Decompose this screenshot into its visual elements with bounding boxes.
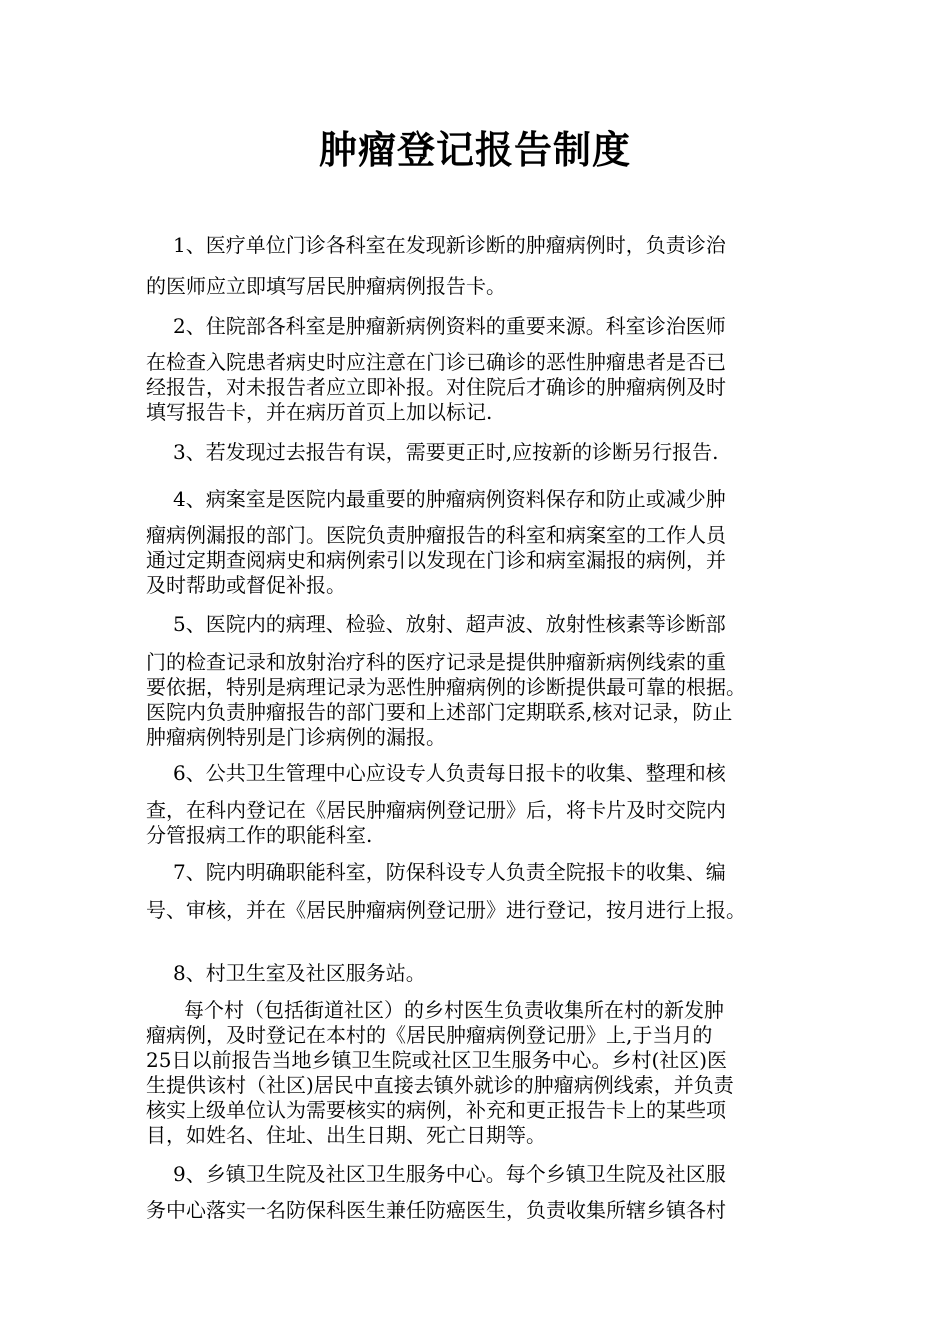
para-7-line-1: 7、院内明确职能科室，防保科设专人负责全院报卡的收集、编 (173, 860, 726, 884)
para-4-line-2: 瘤病例漏报的部门。医院负责肿瘤报告的科室和病案室的工作人员 (146, 523, 726, 547)
para-2-line-4: 填写报告卡，并在病历首页上加以标记. (146, 400, 493, 424)
para-8-line-6: 目，如姓名、住址、出生日期、死亡日期等。 (146, 1123, 546, 1147)
para-8-line-5: 核实上级单位认为需要核实的病例，补充和更正报告卡上的某些项 (146, 1098, 726, 1122)
para-9-line-2: 务中心落实一名防保科医生兼任防癌医生，负责收集所辖乡镇各村 (146, 1198, 726, 1222)
para-8-line-1: 每个村（包括街道社区）的乡村医生负责收集所在村的新发肿 (184, 998, 724, 1022)
para-2-line-3: 经报告，对未报告者应立即补报。对住院后才确诊的肿瘤病例及时 (146, 375, 726, 399)
para-7-line-2: 号、审核，并在《居民肿瘤病例登记册》进行登记，按月进行上报。 (146, 898, 746, 922)
para-4-line-3: 通过定期查阅病史和病例索引以发现在门诊和病室漏报的病例，并 (146, 548, 726, 572)
para-2-line-1: 2、住院部各科室是肿瘤新病例资料的重要来源。科室诊治医师 (173, 314, 726, 338)
para-1-line-1: 1、医疗单位门诊各科室在发现新诊断的肿瘤病例时，负责诊治 (173, 233, 726, 257)
para-6-line-3: 分管报病工作的职能科室. (146, 823, 373, 847)
para-5-line-5: 肿瘤病例特别是门诊病例的漏报。 (146, 725, 446, 749)
para-3-line-1: 3、若发现过去报告有误，需要更正时,应按新的诊断另行报告. (173, 440, 719, 464)
para-2-line-2: 在检查入院患者病史时应注意在门诊已确诊的恶性肿瘤患者是否已 (146, 350, 726, 374)
para-9-line-1: 9、乡镇卫生院及社区卫生服务中心。每个乡镇卫生院及社区服 (173, 1162, 726, 1186)
para-4-line-1: 4、病案室是医院内最重要的肿瘤病例资料保存和防止或减少肿 (173, 487, 726, 511)
para-6-line-1: 6、公共卫生管理中心应设专人负责每日报卡的收集、整理和核 (173, 761, 726, 785)
para-6-line-2: 查，在科内登记在《居民肿瘤病例登记册》后，将卡片及时交院内 (146, 798, 726, 822)
para-8-heading: 8、村卫生室及社区服务站。 (173, 961, 426, 985)
para-5-line-4: 医院内负责肿瘤报告的部门要和上述部门定期联系,核对记录，防止 (146, 700, 733, 724)
para-5-line-1: 5、医院内的病理、检验、放射、超声波、放射性核素等诊断部 (173, 612, 726, 636)
para-1-line-2: 的医师应立即填写居民肿瘤病例报告卡。 (146, 274, 506, 298)
document-title: 肿瘤登记报告制度 (318, 127, 631, 172)
para-5-line-3: 要依据，特别是病理记录为恶性肿瘤病例的诊断提供最可靠的根据。 (146, 675, 746, 699)
para-8-line-4: 生提供该村（社区)居民中直接去镇外就诊的肿瘤病例线索，并负责 (146, 1073, 734, 1097)
para-5-line-2: 门的检查记录和放射治疗科的医疗记录是提供肿瘤新病例线索的重 (146, 650, 726, 674)
para-8-line-2: 瘤病例，及时登记在本村的《居民肿瘤病例登记册》上,于当月的 (146, 1023, 713, 1047)
para-4-line-4: 及时帮助或督促补报。 (146, 573, 346, 597)
para-8-line-3: 25日以前报告当地乡镇卫生院或社区卫生服务中心。乡村(社区)医 (146, 1048, 728, 1072)
